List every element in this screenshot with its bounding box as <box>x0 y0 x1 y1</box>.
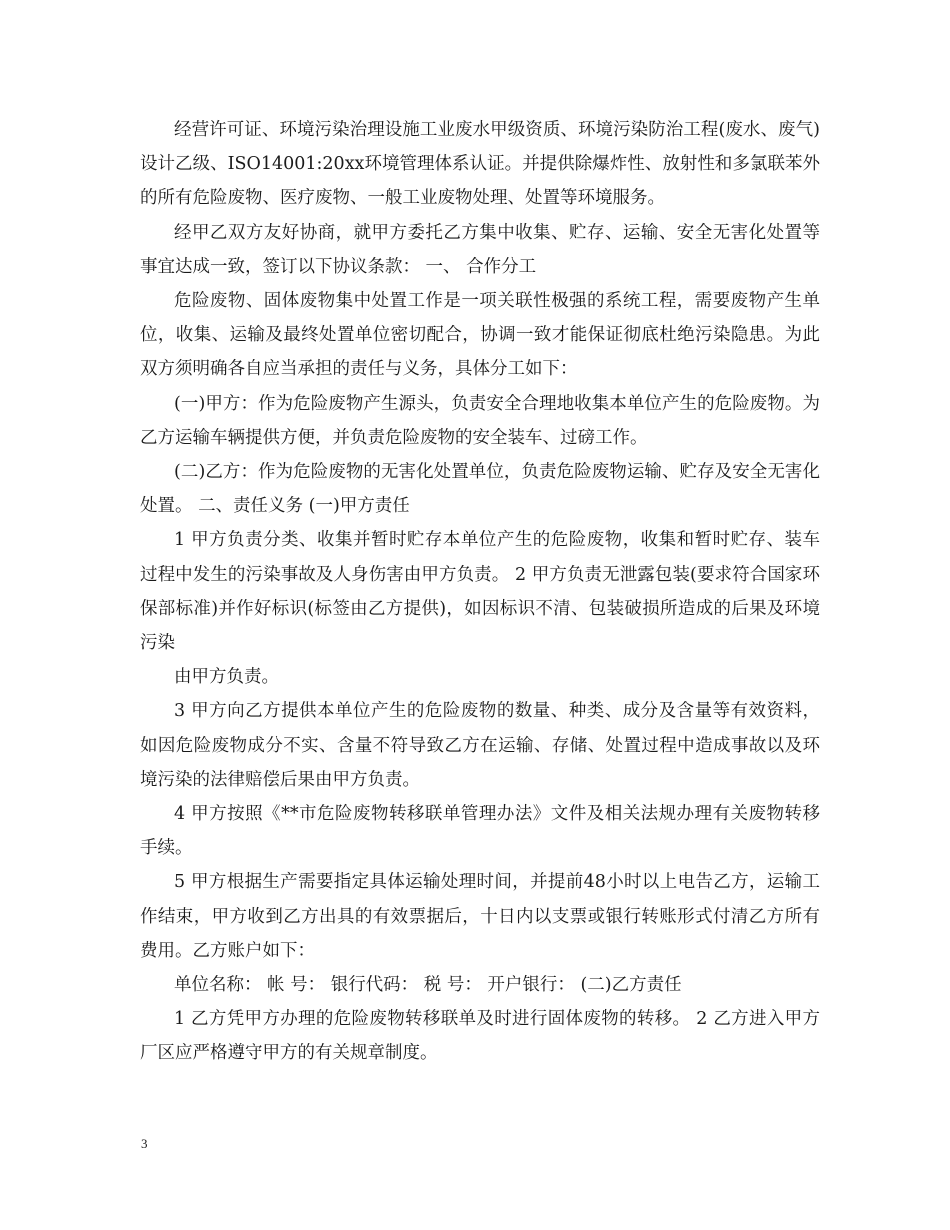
paragraph-party-a-duty-5: 5 甲方根据生产需要指定具体运输处理时间，并提前48小时以上电告乙方，运输工作结束，甲方收到乙方出具的有效票据后，十日内以支票或银行转账形式付清乙方所有费用。乙方账户如下： <box>140 872 820 961</box>
paragraph-agreement-intro: 经甲乙双方友好协商，就甲方委托乙方集中收集、贮存、运输、安全无害化处置等事宜达成一致，签订以下协议条款： 一、 合作分工 <box>140 222 820 277</box>
paragraph-qualifications: 经营许可证、环境污染治理设施工业废水甲级资质、环境污染防治工程(废水、废气)设计乙级、ISO14001:20xx环境管理体系认证。并提供除爆炸性、放射性和多氯联苯外的所有危险废物、医疗废物、一般工业废物处理、处置等环境服务。 <box>140 120 820 209</box>
paragraph-party-a-role: (一)甲方：作为危险废物产生源头，负责安全合理地收集本单位产生的危险废物。为乙方运输车辆提供方便，并负责危险废物的安全装车、过磅工作。 <box>140 393 820 448</box>
paragraph-party-b-role: (二)乙方：作为危险废物的无害化处置单位，负责危险废物运输、贮存及安全无害化处置。 二、责任义务 (一)甲方责任 <box>140 462 820 517</box>
page-number: 3 <box>141 1136 148 1151</box>
paragraph-party-b-duty-1-2: 1 乙方凭甲方办理的危险废物转移联单及时进行固体废物的转移。 2 乙方进入甲方厂区应严格遵守甲方的有关规章制度。 <box>140 1009 820 1064</box>
paragraph-party-a-duty-1-2: 1 甲方负责分类、收集并暂时贮存本单位产生的危险废物，收集和暂时贮存、装车过程中发生的污染事故及人身伤害由甲方负责。 2 甲方负责无泄露包装(要求符合国家环保部标准)并作好标识(标签由乙方提供)，如因标识不清、包装破损所造成的后果及环境污染 <box>140 530 820 654</box>
paragraph-cooperation-overview: 危险废物、固体废物集中处置工作是一项关联性极强的系统工程，需要废物产生单位，收集、运输及最终处置单位密切配合，协调一致才能保证彻底杜绝污染隐患。为此双方须明确各自应当承担的责任与义务，具体分工如下： <box>140 291 820 380</box>
paragraph-party-a-duty-4: 4 甲方按照《**市危险废物转移联单管理办法》文件及相关法规办理有关废物转移手续。 <box>140 804 820 859</box>
paragraph-account-info: 单位名称： 帐 号： 银行代码： 税 号： 开户银行： (二)乙方责任 <box>174 975 682 996</box>
paragraph-party-a-duty-3: 3 甲方向乙方提供本单位产生的危险废物的数量、种类、成分及含量等有效资料，如因危险废物成分不实、含量不符导致乙方在运输、存储、处置过程中造成事故以及环境污染的法律赔偿后果由甲方负责。 <box>140 701 820 790</box>
document-body <box>140 113 820 1071</box>
paragraph-party-a-duty-2-cont: 由甲方负责。 <box>174 667 279 688</box>
